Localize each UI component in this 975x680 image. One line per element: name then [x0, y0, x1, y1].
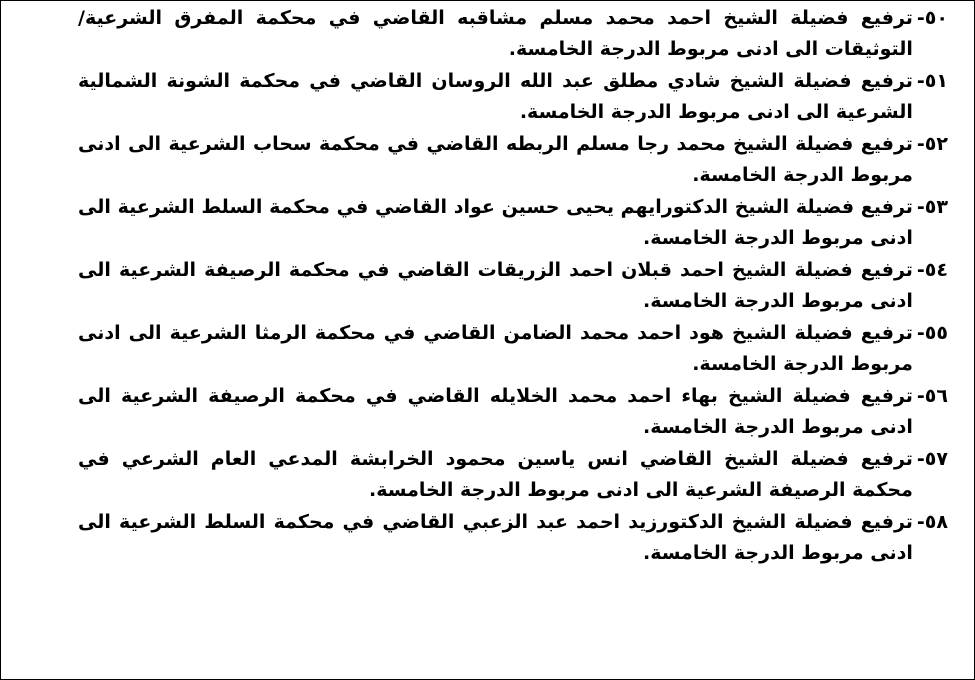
list-item [78, 129, 948, 191]
list-item [78, 255, 948, 317]
list-item [78, 444, 948, 506]
item-text: ترفيع فضيلة الشيخ شادي مطلق عبد الله الروسان القاضي في محكمة الشونة الشمالية الشرعية الى ادنى مربوط الدرجة الخامسة. [78, 70, 913, 123]
item-number: ٥٥- [916, 322, 948, 344]
item-text: ترفيع فضيلة الشيخ محمد رجا مسلم الربطه القاضي في محكمة سحاب الشرعية الى ادنى مربوط الدرجة الخامسة. [78, 133, 913, 186]
list-item [78, 3, 948, 65]
item-number: ٥٦- [916, 385, 948, 407]
item-number: ٥٣- [916, 196, 948, 218]
promotion-list [78, 3, 948, 570]
item-text: ترفيع فضيلة الشيخ الدكتورزيد احمد عبد الزعبي القاضي في محكمة السلط الشرعية الى ادنى مربوط الدرجة الخامسة. [78, 511, 913, 564]
item-text: ترفيع فضيلة الشيخ بهاء احمد محمد الخلايله القاضي في محكمة الرصيفة الشرعية الى ادنى مربوط الدرجة الخامسة. [78, 385, 913, 438]
item-text: ترفيع فضيلة الشيخ هود احمد محمد الضامن القاضي في محكمة الرمثا الشرعية الى ادنى مربوط الدرجة الخامسة. [78, 322, 913, 375]
item-text: ترفيع فضيلة الشيخ احمد محمد مسلم مشاقبه القاضي في محكمة المفرق الشرعية/ التوثيقات الى ادنى مربوط الدرجة الخامسة. [78, 7, 913, 60]
list-item [78, 318, 948, 380]
list-item [78, 66, 948, 128]
item-text: ترفيع فضيلة الشيخ الدكتورايهم يحيى حسين عواد القاضي في محكمة السلط الشرعية الى ادنى مربوط الدرجة الخامسة. [78, 196, 913, 249]
item-text: ترفيع فضيلة الشيخ القاضي انس ياسين محمود الخرابشة المدعي العام الشرعي في محكمة الرصيفة الشرعية الى ادنى مربوط الدرجة الخامسة. [78, 448, 913, 501]
item-number: ٥٠- [916, 7, 948, 29]
item-number: ٥٧- [916, 448, 948, 470]
list-item [78, 381, 948, 443]
item-number: ٥٢- [916, 133, 948, 155]
list-item [78, 192, 948, 254]
item-number: ٥١- [916, 70, 948, 92]
item-number: ٥٨- [916, 511, 948, 533]
list-item [78, 507, 948, 569]
item-text: ترفيع فضيلة الشيخ احمد قبلان احمد الزريقات القاضي في محكمة الرصيفة الشرعية الى ادنى مربوط الدرجة الخامسة. [78, 259, 913, 312]
item-number: ٥٤- [916, 259, 948, 281]
